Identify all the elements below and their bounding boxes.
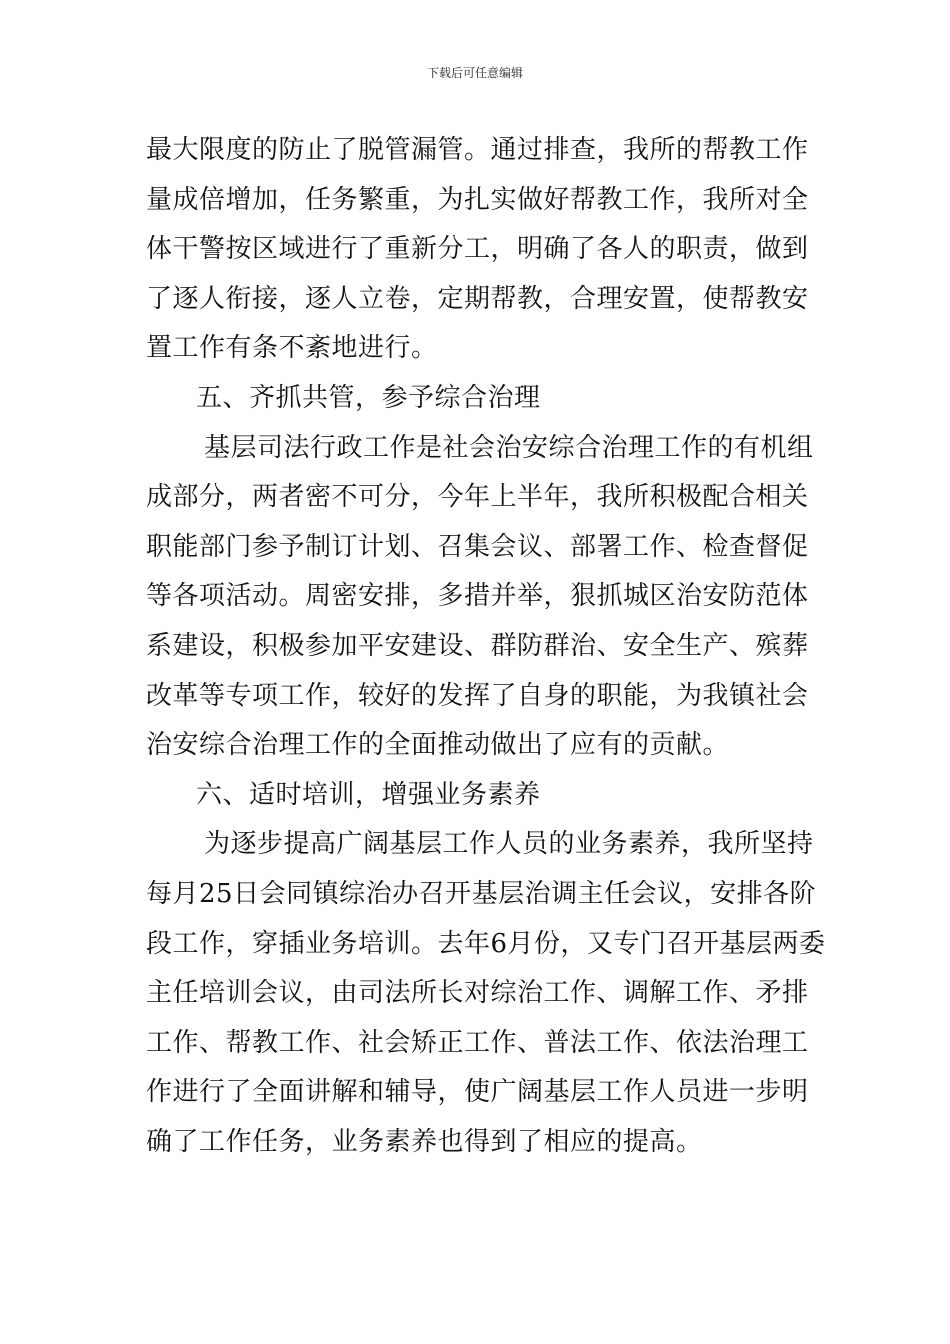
- body-line: 治安综合治理工作的全面推动做出了应有的贡献。: [146, 730, 730, 761]
- body-line: 最大限度的防止了脱管漏管。通过排查，我所的帮教工作: [146, 135, 809, 165]
- body-line: 改革等专项工作，较好的发挥了自身的职能，为我镇社会: [146, 680, 809, 711]
- body-line: 职能部门参予制订计划、召集会议、部署工作、检查督促: [146, 531, 809, 562]
- section-heading-6: 六、适时培训，增强业务素养: [196, 779, 541, 810]
- section-heading-5: 五、齐抓共管，参予综合治理: [196, 382, 541, 413]
- body-line: 成部分，两者密不可分，今年上半年，我所积极配合相关: [146, 482, 809, 513]
- body-line: 作进行了全面讲解和辅导，使广阔基层工作人员进一步明: [146, 1077, 809, 1108]
- page-header-watermark: 下载后可任意编辑: [426, 66, 523, 80]
- body-line: 系建设，积极参加平安建设、群防群治、安全生产、殡葬: [146, 630, 809, 661]
- document-body: [146, 126, 826, 1167]
- body-line: 体干警按区域进行了重新分工，明确了各人的职责，做到: [146, 234, 809, 265]
- body-line: 基层司法行政工作是社会治安综合治理工作的有机组: [204, 432, 814, 463]
- body-line: 每月25日会同镇综治办召开基层治调主任会议，安排各阶: [146, 878, 817, 909]
- body-line: 了逐人衔接，逐人立卷，定期帮教，合理安置，使帮教安: [146, 283, 809, 314]
- body-line: 等各项活动。周密安排，多措并举，狠抓城区治安防范体: [146, 581, 809, 612]
- body-line: 确了工作任务，业务素养也得到了相应的提高。: [146, 1126, 703, 1157]
- body-line: 工作、帮教工作、社会矫正工作、普法工作、依法治理工: [146, 1027, 809, 1058]
- body-line: 量成倍增加，任务繁重，为扎实做好帮教工作，我所对全: [146, 184, 809, 215]
- body-line: 为逐步提高广阔基层工作人员的业务素养，我所坚持: [204, 829, 814, 860]
- body-line: 主任培训会议，由司法所长对综治工作、调解工作、矛排: [146, 978, 809, 1009]
- body-line: 置工作有条不紊地进行。: [146, 333, 438, 364]
- body-line: 段工作，穿插业务培训。去年6月份，又专门召开基层两委: [146, 928, 826, 959]
